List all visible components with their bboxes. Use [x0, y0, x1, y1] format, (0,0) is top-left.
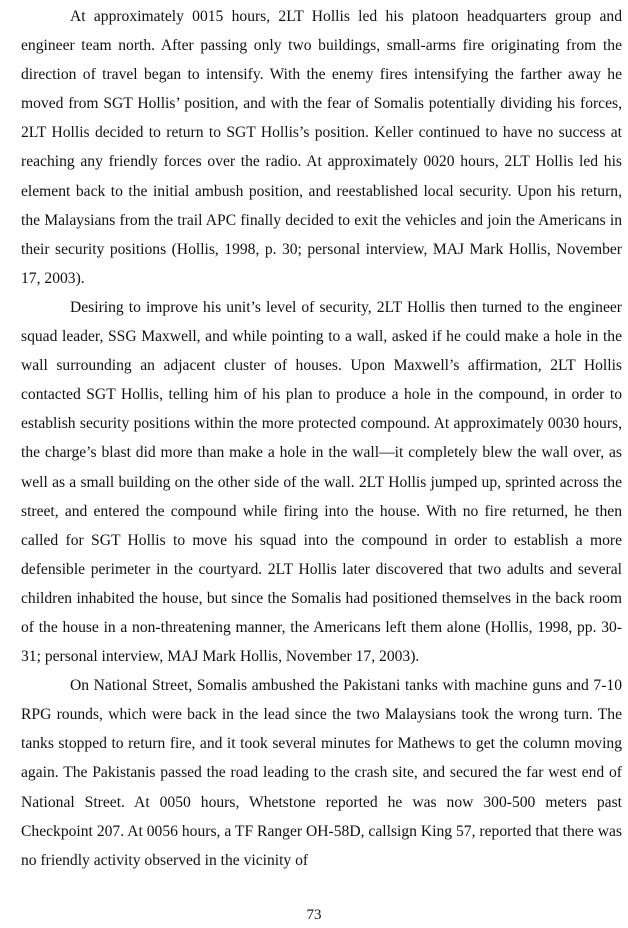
paragraph-3: On National Street, Somalis ambushed the Pakistani tanks with machine guns and 7-10 RPG rounds, which were back in the lead since the two Malaysians took the wrong turn. The tanks stopped to return fire, and it took several minutes for Mathews to get the column moving again. The Pakistanis passed the road leading to the crash site, and secured the far west end of National Street. At 0050 hours, Whetstone reported he was now 300-500 meters past Checkpoint 207. At 0056 hours, a TF Ranger OH-58D, callsign King 57, reported that there was no friendly activity observed in the vicinity of: [21, 677, 622, 869]
page-number: 73: [306, 907, 322, 923]
document-page: [21, 2, 622, 875]
paragraph-1: At approximately 0015 hours, 2LT Hollis led his platoon headquarters group and engineer team north. After passing only two buildings, small-arms fire originating from the direction of travel began to intensify. With the enemy fires intensifying the farther away he moved from SGT Hollis’ position, and with the fear of Somalis potentially dividing his forces, 2LT Hollis decided to return to SGT Hollis’s position. Keller continued to have no success at reaching any friendly forces over the radio. At approximately 0020 hours, 2LT Hollis led his element back to the initial ambush position, and reestablished local security. Upon his return, the Malaysians from the trail APC finally decided to exit the vehicles and join the Americans in their security positions (Hollis, 1998, p. 30; personal interview, MAJ Mark Hollis, November 17, 2003).: [21, 8, 622, 287]
paragraph-2: Desiring to improve his unit’s level of security, 2LT Hollis then turned to the engineer squad leader, SSG Maxwell, and while pointing to a wall, asked if he could make a hole in the wall surrounding an adjacent cluster of houses. Upon Maxwell’s affirmation, 2LT Hollis contacted SGT Hollis, telling him of his plan to produce a hole in the compound, in order to establish security positions within the more protected compound. At approximately 0030 hours, the charge’s blast did more than make a hole in the wall—it completely blew the wall over, as well as a small building on the other side of the wall. 2LT Hollis jumped up, sprinted across the street, and entered the compound while firing into the house. With no fire returned, he then called for SGT Hollis to move his squad into the compound in order to establish a more defensible perimeter in the courtyard. 2LT Hollis later discovered that two adults and several children inhabited the house, but since the Somalis had positioned themselves in the back room of the house in a non-threatening manner, the Americans left them alone (Hollis, 1998, pp. 30-31; personal interview, MAJ Mark Hollis, November 17, 2003).: [21, 298, 622, 666]
